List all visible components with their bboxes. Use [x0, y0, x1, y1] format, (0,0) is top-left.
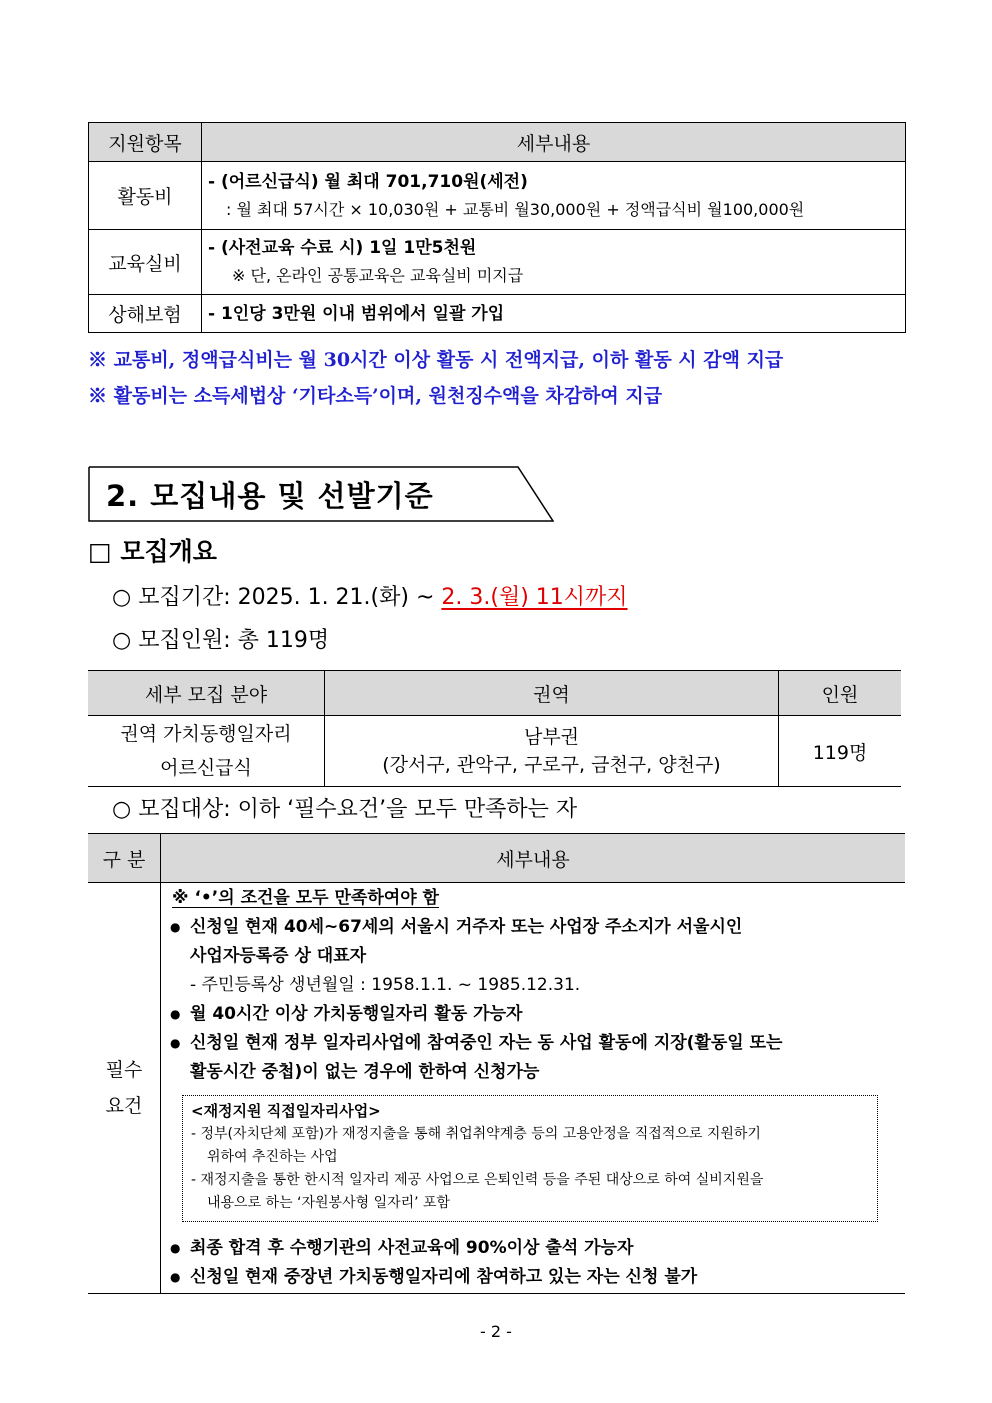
period-label: ○ 모집기간: 2025. 1. 21.(화) ~: [112, 585, 442, 610]
requirements-label: [88, 883, 161, 1294]
box-line: - 정부(자치단체 포함)가 재정지출을 통해 취업취약계층 등의 고용안정을 직접적으로 지원하기: [191, 1126, 761, 1142]
req-item-hours: ● 월 40시간 이상 가치동행일자리 활동 가능자: [162, 1000, 904, 1029]
label-line: 요건: [105, 1095, 143, 1117]
box-line: 위하여 추진하는 사업: [207, 1149, 338, 1165]
header-count: 인원: [779, 671, 902, 716]
requirements-detail: [161, 883, 906, 1294]
row-detail: [202, 162, 906, 230]
req-item-overlap: ● 신청일 현재 정부 일자리사업에 참여중인 자는 동 사업 활동에 지장(활동일 또는 활동시간 중첩)이 없는 경우에 한하여 신청가능: [162, 1029, 904, 1087]
detail-line: - 1인당 3만원 이내 범위에서 일괄 가입: [208, 303, 505, 324]
note-transport: ※ 교통비, 정액급식비는 월 30시간 이상 활동 시 전액지급, 이하 활동 시 감액 지급: [88, 349, 784, 371]
row-item: 활동비: [89, 162, 202, 230]
header-region: 권역: [325, 671, 779, 716]
detail-sub: ※ 단, 온라인 공통교육은 교육실비 미지급: [232, 266, 524, 285]
period-line: [112, 580, 628, 611]
detail-line: - (어르신급식) 월 최대 701,710원(세전): [208, 171, 528, 192]
note-income: ※ 활동비는 소득세법상 ‘기타소득’이며, 원천징수액을 차감하여 지급: [88, 385, 663, 407]
subheading: □ 모집개요: [88, 537, 217, 566]
req-intro: ※ ‘•’의 조건을 모두 만족하여야 함: [172, 888, 439, 908]
region-districts: (강서구, 관악구, 구로구, 금천구, 양천구): [382, 754, 721, 776]
region-name: 남부권: [523, 726, 580, 748]
header-detail: 세부내용: [202, 123, 906, 162]
header-item: 지원항목: [89, 123, 202, 162]
recruit-table: [88, 670, 901, 787]
row-detail: [202, 295, 906, 333]
row-item: 교육실비: [89, 230, 202, 295]
req-item-age-birth: - 주민등록상 생년월일 : 1958.1.1. ~ 1985.12.31.: [190, 975, 581, 995]
field-line: 어르신급식: [160, 757, 252, 779]
req-item-age: ● 신청일 현재 40세~67세의 서울시 거주자 또는 사업장 주소지가 서울시인 사업자등록증 상 대표자: [162, 913, 904, 971]
header-field: 세부 모집 분야: [88, 671, 325, 716]
requirements-table: [88, 833, 905, 1294]
support-table: [88, 122, 906, 333]
page-number: - 2 -: [480, 1322, 512, 1341]
target-line: ○ 모집대상: 이하 ‘필수요건’을 모두 만족하는 자: [112, 797, 578, 822]
section-title: 2. 모집내용 및 선발기준: [106, 479, 434, 513]
header-category: 구 분: [88, 834, 161, 883]
box-title: <재정지원 직접일자리사업>: [191, 1102, 381, 1120]
req-item-training: ● 최종 합격 후 수행기관의 사전교육에 90%이상 출석 가능자: [162, 1234, 904, 1263]
row-detail: [202, 230, 906, 295]
region-cell: [325, 716, 779, 787]
box-line: - 재정지출을 통한 한시적 일자리 제공 사업으로 은퇴인력 등을 주된 대상으로 하여 실비지원을: [191, 1172, 764, 1188]
label-line: 필수: [105, 1059, 143, 1081]
detail-line: - (사전교육 수료 시) 1일 1만5천원: [208, 238, 477, 258]
period-deadline: 2. 3.(월) 11시까지: [441, 585, 628, 610]
direct-job-info-box: [182, 1095, 878, 1222]
header-detail: 세부내용: [161, 834, 906, 883]
count-cell: 119명: [779, 716, 902, 787]
box-line: 내용으로 하는 ‘자원봉사형 일자리’ 포함: [207, 1195, 451, 1211]
req-item-exclusion: ● 신청일 현재 중장년 가치동행일자리에 참여하고 있는 자는 신청 불가: [162, 1263, 904, 1292]
headcount-line: ○ 모집인원: 총 119명: [112, 628, 330, 653]
field-cell: [88, 716, 325, 787]
row-item: 상해보험: [89, 295, 202, 333]
detail-sub: : 월 최대 57시간 × 10,030원 + 교통비 월30,000원 + 정액급식비 월100,000원: [226, 199, 805, 219]
field-line: 권역 가치동행일자리: [120, 723, 292, 745]
